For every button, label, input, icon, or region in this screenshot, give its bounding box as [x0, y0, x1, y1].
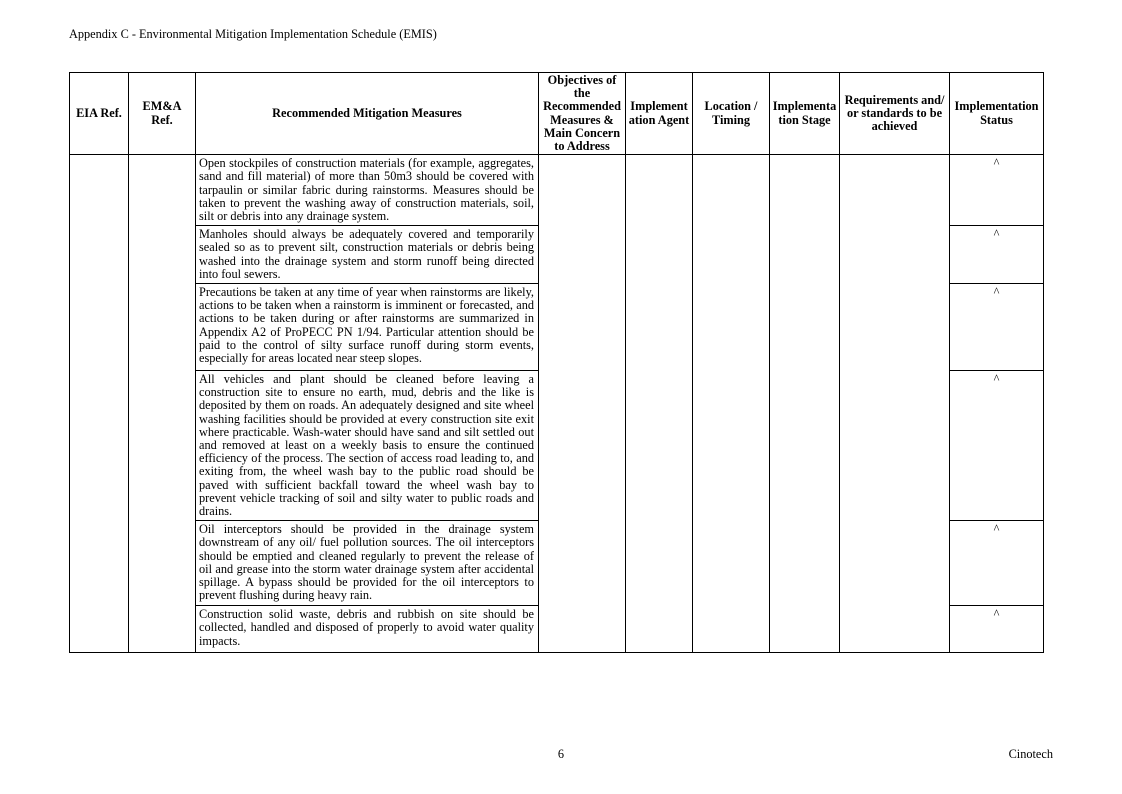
cell-requirements: [840, 155, 950, 653]
header-implementation-stage: Implementation Stage: [770, 73, 840, 155]
header-objectives: Objectives of the Recommended Measures & Main Concern to Address: [539, 73, 626, 155]
cell-measure: Manholes should always be adequately covered and temporarily sealed so as to prevent silt, construction materials or debris being washed into the drainage system and storm runoff being directed into foul sewers.: [196, 226, 539, 284]
header-requirements: Requirements and/ or standards to be achieved: [840, 73, 950, 155]
header-location-timing: Location / Timing: [693, 73, 770, 155]
cell-measure: All vehicles and plant should be cleaned before leaving a construction site to ensure no earth, mud, debris and the like is deposited by them on roads. An adequately designed and site wheel washing facilities should be provided at every construction site exit where practicable. Wash-water should have sand and silt settled out and removed at least on a weekly basis to ensure the continued efficiency of the process. The section of access road leading to, and exiting from, the wheel wash bay to the public road should be paved with sufficient backfall toward the wheel wash bay to prevent vehicle tracking of soil and silty water to public roads and drains.: [196, 371, 539, 521]
cell-implementation-agent: [626, 155, 693, 653]
header-ema-ref: EM&A Ref.: [129, 73, 196, 155]
cell-ema-ref: [129, 155, 196, 653]
cell-status: ^: [950, 284, 1044, 371]
cell-eia-ref: [70, 155, 129, 653]
cell-status: ^: [950, 226, 1044, 284]
cell-objectives: [539, 155, 626, 653]
header-implementation-status: Implementation Status: [950, 73, 1044, 155]
cell-status: ^: [950, 155, 1044, 226]
header-eia-ref: EIA Ref.: [70, 73, 129, 155]
document-title: Appendix C - Environmental Mitigation Implementation Schedule (EMIS): [69, 27, 437, 41]
cell-status: ^: [950, 521, 1044, 606]
cell-status: ^: [950, 606, 1044, 653]
header-row: [70, 73, 1044, 155]
cell-measure: Precautions be taken at any time of year when rainstorms are likely, actions to be taken when a rainstorm is imminent or forecasted, and actions to be taken during or after rainstorms are summarized in Appendix A2 of ProPECC PN 1/94. Particular attention should be paid to the control of silty surface runoff during storm events, especially for areas located near steep slopes.: [196, 284, 539, 371]
cell-measure: Open stockpiles of construction materials (for example, aggregates, sand and fill material) of more than 50m3 should be covered with tarpaulin or similar fabric during rainstorms. Measures should be taken to prevent the washing away of construction materials, soil, silt or debris into any drainage system.: [196, 155, 539, 226]
cell-measure: Construction solid waste, debris and rubbish on site should be collected, handled and disposed of properly to avoid water quality impacts.: [196, 606, 539, 653]
footer-company: Cinotech: [1008, 747, 1053, 761]
cell-measure: Oil interceptors should be provided in the drainage system downstream of any oil/ fuel pollution sources. The oil interceptors should be emptied and cleaned regularly to prevent the release of oil and grease into the storm water drainage system after accidental spillage. A bypass should be provided for the oil interceptors to prevent flushing during heavy rain.: [196, 521, 539, 606]
header-implementation-agent: Implementation Agent: [626, 73, 693, 155]
page-number: 6: [557, 747, 565, 761]
cell-implementation-stage: [770, 155, 840, 653]
header-mitigation-measures: Recommended Mitigation Measures: [196, 73, 539, 155]
emis-table: [69, 72, 1044, 653]
cell-status: ^: [950, 371, 1044, 521]
table-row: [70, 155, 1044, 226]
cell-location-timing: [693, 155, 770, 653]
